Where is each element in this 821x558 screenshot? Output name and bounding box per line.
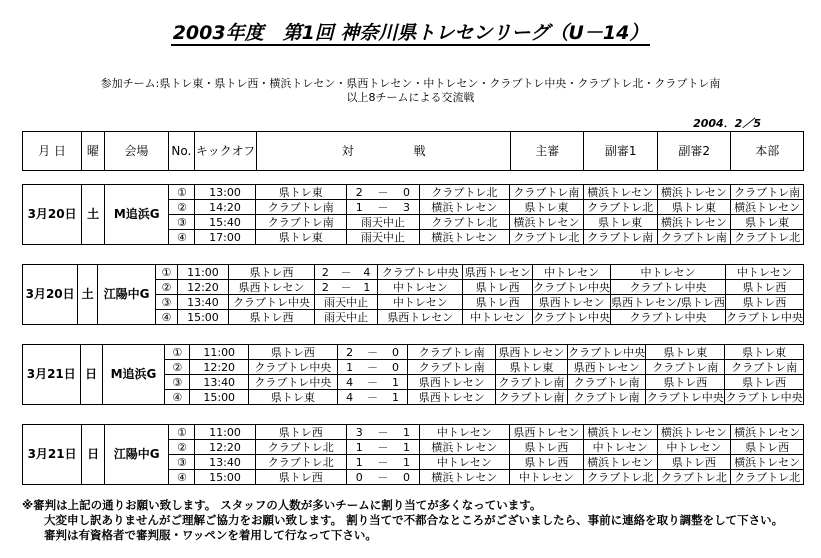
hq-team: クラブトレ中央 xyxy=(725,390,803,404)
match-no: ② xyxy=(165,360,190,375)
away-score: 0 xyxy=(384,345,408,360)
assistant2: 県トレ東 xyxy=(657,200,731,215)
referee: 中トレセン xyxy=(463,310,533,325)
kickoff-time: 17:00 xyxy=(195,230,255,245)
match-no: ④ xyxy=(165,390,190,405)
match-weekday: 土 xyxy=(78,265,98,325)
assistant2: 中トレセン xyxy=(611,265,726,280)
away-score: 1 xyxy=(356,280,378,295)
match-venue: 江陽中G xyxy=(105,425,169,485)
kickoff-time: 12:20 xyxy=(190,360,249,375)
referee: 県トレ西 xyxy=(463,280,533,295)
match-no: ④ xyxy=(169,230,195,245)
title-text: 2003年度 第1回 神奈川県トレセンリーグ（U－14） xyxy=(172,22,649,44)
match-no: ① xyxy=(169,185,195,200)
assistant1: 県トレ東 xyxy=(583,215,657,230)
assistant1: 横浜トレセン xyxy=(583,185,657,200)
home-team: クラブトレ中央 xyxy=(248,360,337,375)
hq-team: 県トレ西 xyxy=(725,295,803,310)
referee: クラブトレ南 xyxy=(510,185,584,200)
away-score: 1 xyxy=(394,440,419,455)
home-score: 2 xyxy=(337,345,361,360)
footer-notes xyxy=(22,498,783,543)
hq-team: クラブトレ北 xyxy=(731,470,804,485)
home-score: 1 xyxy=(347,455,372,470)
assistant2: 県トレ東 xyxy=(646,345,725,360)
assistant2: クラブトレ南 xyxy=(657,230,731,245)
assistant1: クラブトレ北 xyxy=(583,200,657,215)
away-score: 4 xyxy=(356,265,378,280)
assistant2: 県トレ西 xyxy=(646,375,725,390)
referee: 県西トレセン xyxy=(510,425,584,440)
home-score: 3 xyxy=(347,425,372,440)
assistant2: クラブトレ北 xyxy=(657,470,731,485)
header-venue: 会場 xyxy=(104,132,168,171)
score-dash: － xyxy=(371,185,394,200)
home-score: 2 xyxy=(314,280,336,295)
assistant1: クラブトレ中央 xyxy=(533,280,611,294)
away-team: クラブトレ南 xyxy=(408,360,496,375)
assistant1: 横浜トレセン xyxy=(583,455,657,470)
participants-line: 参加チーム:県トレ東・県トレ西・横浜トレセン・県西トレセン・中トレセン・クラブトレ中央・クラブトレ北・クラブトレ南 xyxy=(100,77,721,90)
table-row xyxy=(23,425,804,440)
away-team: 横浜トレセン xyxy=(419,440,509,455)
match-venue: M追浜G xyxy=(105,185,169,245)
assistant2: 県トレ西 xyxy=(657,455,731,470)
assistant2: クラブトレ中央 xyxy=(611,310,726,325)
home-team: 県トレ東 xyxy=(255,230,346,245)
assistant2: 中トレセン xyxy=(657,440,731,455)
home-team: 県トレ西 xyxy=(248,345,337,360)
referee: クラブトレ南 xyxy=(496,375,568,390)
home-team: クラブトレ北 xyxy=(255,440,346,455)
away-team: 中トレセン xyxy=(378,295,463,310)
table-row xyxy=(23,185,804,200)
hq-team: クラブトレ南 xyxy=(731,185,804,200)
home-score: 2 xyxy=(314,265,336,280)
assistant1: 中トレセン xyxy=(533,265,611,280)
match-note: 雨天中止 xyxy=(314,310,378,325)
referee: 県トレ西 xyxy=(510,455,584,470)
assistant2: クラブトレ中央 xyxy=(646,390,724,404)
match-date: 3月20日 xyxy=(23,265,78,325)
kickoff-time: 15:40 xyxy=(195,215,255,230)
home-score: 0 xyxy=(347,470,372,485)
away-team: クラブトレ中央 xyxy=(378,265,463,280)
match-weekday: 日 xyxy=(82,425,105,485)
assistant2: 県西トレセン/県トレ西 xyxy=(611,295,725,309)
away-team: クラブトレ南 xyxy=(408,345,496,360)
away-score: 1 xyxy=(384,375,408,390)
home-team: クラブトレ南 xyxy=(255,200,346,215)
hq-team: 県トレ西 xyxy=(725,375,804,390)
hq-team: クラブトレ南 xyxy=(725,360,804,375)
score-dash: － xyxy=(336,265,356,280)
assistant2: 横浜トレセン xyxy=(657,215,731,230)
away-team: 横浜トレセン xyxy=(419,230,509,245)
schedule-block xyxy=(22,264,804,325)
kickoff-time: 15:00 xyxy=(190,390,249,405)
assistant2: クラブトレ中央 xyxy=(611,280,726,295)
referee: 県トレ西 xyxy=(463,295,533,310)
referee: 横浜トレセン xyxy=(510,215,584,230)
away-team: 中トレセン xyxy=(419,455,509,470)
header-hq: 本部 xyxy=(731,132,804,171)
home-team: 県トレ東 xyxy=(255,185,346,200)
away-score: 0 xyxy=(394,470,419,485)
home-team: 県トレ西 xyxy=(255,425,346,440)
match-no: ④ xyxy=(169,470,195,485)
referee: クラブトレ北 xyxy=(510,230,584,245)
match-no: ② xyxy=(156,280,177,295)
away-score: 1 xyxy=(384,390,408,405)
header-weekday: 曜 xyxy=(82,132,105,171)
schedule-block xyxy=(22,424,804,485)
away-team: 横浜トレセン xyxy=(419,200,509,215)
score-dash: － xyxy=(371,425,394,440)
header-assistant2: 副審2 xyxy=(657,132,731,171)
score-dash: － xyxy=(361,390,383,405)
match-no: ① xyxy=(165,345,190,360)
away-score: 0 xyxy=(384,360,408,375)
assistant1: 県西トレセン xyxy=(567,360,646,375)
match-venue: 江陽中G xyxy=(97,265,155,325)
away-score: 0 xyxy=(394,185,419,200)
away-score: 3 xyxy=(394,200,419,215)
kickoff-time: 13:40 xyxy=(177,295,229,310)
home-team: クラブトレ中央 xyxy=(229,295,314,310)
home-score: 1 xyxy=(347,200,372,215)
assistant1: クラブトレ北 xyxy=(583,470,657,485)
assistant1: クラブトレ南 xyxy=(567,390,646,405)
page-title xyxy=(0,18,821,45)
assistant1: クラブトレ中央 xyxy=(568,345,646,359)
assistant1: クラブトレ南 xyxy=(567,375,646,390)
schedule-block xyxy=(22,344,804,405)
score-dash: － xyxy=(371,470,394,485)
match-date: 3月21日 xyxy=(23,425,82,485)
away-team: 県西トレセン xyxy=(408,390,496,405)
match-no: ③ xyxy=(169,215,195,230)
match-no: ③ xyxy=(156,295,177,310)
header-referee: 主審 xyxy=(510,132,584,171)
score-dash: － xyxy=(361,375,383,390)
score-dash: － xyxy=(336,280,356,295)
home-team: 県トレ西 xyxy=(229,265,314,280)
hq-team: 県トレ西 xyxy=(725,280,803,295)
table-row xyxy=(23,345,804,360)
home-score: 1 xyxy=(347,440,372,455)
header-month-day: 月 日 xyxy=(23,132,82,171)
home-team: クラブトレ北 xyxy=(255,455,346,470)
kickoff-time: 15:00 xyxy=(177,310,229,325)
away-team: 中トレセン xyxy=(378,280,463,295)
kickoff-time: 11:00 xyxy=(177,265,229,280)
match-venue: M追浜G xyxy=(102,345,165,405)
referee: 県トレ東 xyxy=(496,360,568,375)
match-date: 3月20日 xyxy=(23,185,82,245)
match-no: ④ xyxy=(156,310,177,325)
participants-note xyxy=(0,77,821,105)
hq-team: 県トレ東 xyxy=(725,345,804,360)
score-dash: － xyxy=(361,345,383,360)
match-no: ② xyxy=(169,200,195,215)
hq-team: 中トレセン xyxy=(725,265,803,280)
document-date: 2004．2／5 xyxy=(693,117,761,130)
kickoff-time: 13:40 xyxy=(190,375,249,390)
referee: 県トレ東 xyxy=(510,200,584,215)
schedule-block xyxy=(22,184,804,245)
table-row xyxy=(23,265,804,280)
hq-team: 横浜トレセン xyxy=(731,455,804,470)
hq-team: クラブトレ北 xyxy=(731,230,804,245)
kickoff-time: 15:00 xyxy=(195,470,255,485)
assistant1: 横浜トレセン xyxy=(583,425,657,440)
away-team: 中トレセン xyxy=(419,425,509,440)
home-team: クラブトレ中央 xyxy=(248,375,337,390)
home-team: 県トレ東 xyxy=(248,390,337,405)
home-score: 4 xyxy=(337,390,361,405)
header-assistant1: 副審1 xyxy=(584,132,658,171)
referee: 県西トレセン xyxy=(464,265,531,279)
match-no: ③ xyxy=(165,375,190,390)
hq-team: 横浜トレセン xyxy=(731,200,804,215)
home-team: 県トレ西 xyxy=(255,470,346,485)
kickoff-time: 12:20 xyxy=(177,280,229,295)
away-team: 横浜トレセン xyxy=(419,470,509,485)
participants-summary: 以上8チームによる交流戦 xyxy=(346,91,475,104)
referee: 中トレセン xyxy=(510,470,584,485)
match-weekday: 日 xyxy=(80,345,102,405)
footer-line: 審判は有資格者で審判服・ワッペンを着用して行なって下さい。 xyxy=(44,528,377,542)
assistant2: クラブトレ南 xyxy=(646,360,725,375)
match-date: 3月21日 xyxy=(23,345,81,405)
home-score: 1 xyxy=(337,360,361,375)
home-score: 4 xyxy=(337,375,361,390)
kickoff-time: 13:40 xyxy=(195,455,255,470)
header-no: No. xyxy=(168,132,194,171)
assistant1: クラブトレ中央 xyxy=(533,310,611,324)
referee: 県トレ西 xyxy=(510,440,584,455)
match-no: ① xyxy=(156,265,177,280)
hq-team: 横浜トレセン xyxy=(731,425,804,440)
away-team: 県西トレセン xyxy=(408,375,496,390)
hq-team: 県トレ東 xyxy=(731,215,804,230)
hq-team: クラブトレ中央 xyxy=(725,310,803,324)
score-dash: － xyxy=(371,200,394,215)
referee: クラブトレ南 xyxy=(496,390,568,405)
away-team: クラブトレ北 xyxy=(419,185,509,200)
away-score: 1 xyxy=(394,425,419,440)
match-no: ② xyxy=(169,440,195,455)
referee: 県西トレセン xyxy=(496,345,568,360)
kickoff-time: 11:00 xyxy=(190,345,249,360)
match-note: 雨天中止 xyxy=(347,230,420,245)
kickoff-time: 11:00 xyxy=(195,425,255,440)
home-team: クラブトレ南 xyxy=(255,215,346,230)
assistant2: 横浜トレセン xyxy=(657,185,731,200)
home-team: 県西トレセン xyxy=(229,280,314,295)
header-match: 対 戦 xyxy=(257,132,511,171)
match-note: 雨天中止 xyxy=(314,295,378,310)
away-team: クラブトレ北 xyxy=(419,215,509,230)
match-note: 雨天中止 xyxy=(347,215,420,230)
header-kickoff: キックオフ xyxy=(194,132,257,171)
score-dash: － xyxy=(371,455,394,470)
score-dash: － xyxy=(371,440,394,455)
assistant1: 県西トレセン xyxy=(533,295,611,310)
assistant1: クラブトレ南 xyxy=(583,230,657,245)
home-team: 県トレ西 xyxy=(229,310,314,325)
header-table xyxy=(22,131,804,171)
assistant2: 横浜トレセン xyxy=(657,425,731,440)
away-score: 1 xyxy=(394,455,419,470)
footer-line: ※審判は上記の通りお願い致します。 スタッフの人数が多いチームに割り当てが多くなっています。 xyxy=(22,498,542,512)
footer-line: 大変申し訳ありませんがご理解ご協力をお願い致します。 割り当てで不都合なところがございましたら、事前に連絡を取り調整をして下さい。 xyxy=(44,513,784,527)
assistant1: 中トレセン xyxy=(583,440,657,455)
away-team: 県西トレセン xyxy=(378,310,463,325)
home-score: 2 xyxy=(347,185,372,200)
kickoff-time: 14:20 xyxy=(195,200,255,215)
score-dash: － xyxy=(361,360,383,375)
kickoff-time: 13:00 xyxy=(195,185,255,200)
match-no: ① xyxy=(169,425,195,440)
kickoff-time: 12:20 xyxy=(195,440,255,455)
match-weekday: 土 xyxy=(82,185,105,245)
hq-team: 県トレ西 xyxy=(731,440,804,455)
match-no: ③ xyxy=(169,455,195,470)
